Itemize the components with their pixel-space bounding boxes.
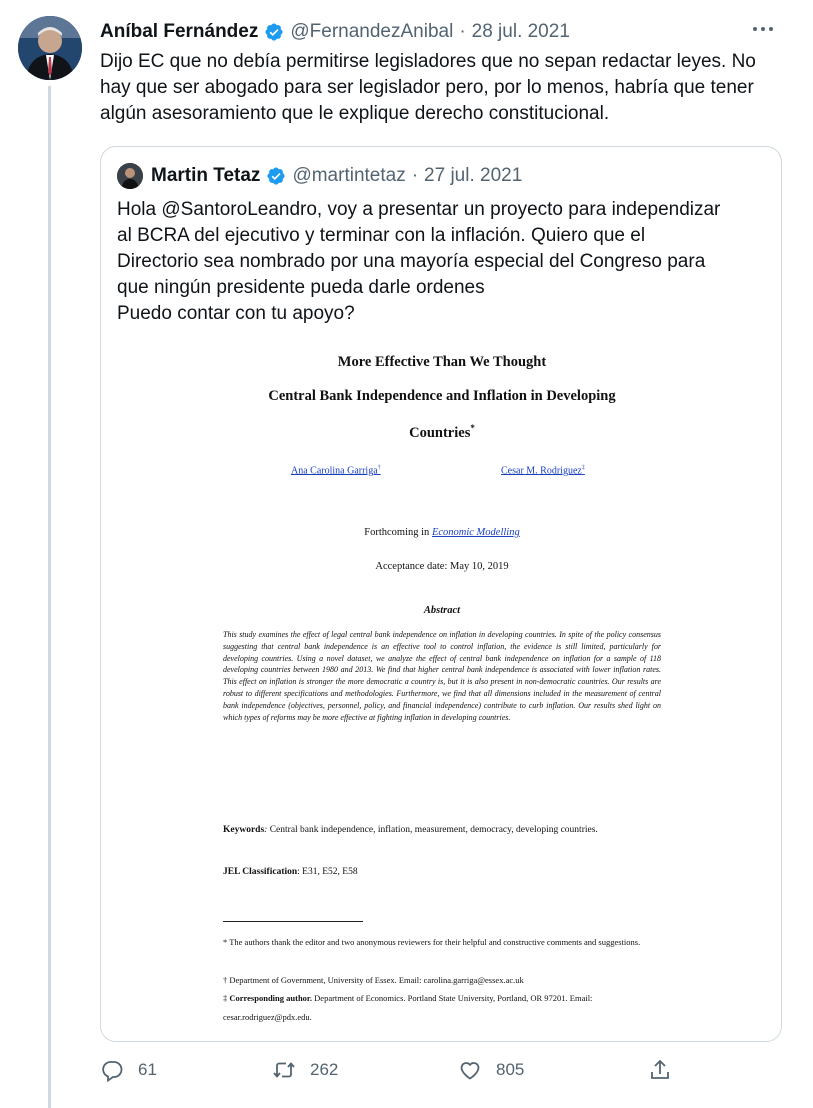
reply-icon — [100, 1058, 124, 1082]
quoted-text-line: al BCRA del ejecutivo y terminar con la inflación. Quiero que el — [117, 225, 646, 246]
footnote-label: Corresponding author. — [229, 993, 313, 1003]
journal-link: Economic Modelling — [431, 527, 520, 538]
jel-text: : E31, E52, E58 — [297, 867, 358, 877]
retweet-count: 262 — [310, 1060, 339, 1079]
thread-line — [48, 86, 51, 1108]
avatar[interactable] — [18, 16, 82, 80]
paper-forthcoming — [101, 527, 782, 538]
tweet-header — [100, 18, 773, 46]
quoted-text-line: Puedo contar con tu apoyo? — [117, 303, 355, 324]
paper-title-text: Countries — [409, 424, 471, 441]
verified-badge-icon — [266, 166, 286, 186]
quoted-author-name[interactable]: Martin Tetaz — [151, 165, 261, 186]
share-button[interactable] — [648, 1055, 686, 1085]
quoted-author-handle: @martintetaz — [292, 165, 406, 186]
author-name[interactable]: Aníbal Fernández — [100, 21, 259, 42]
quoted-tweet-text — [117, 197, 767, 327]
footnote-rule — [223, 921, 363, 922]
keywords-text: Central bank independence, inflation, measurement, democracy, developing countries. — [267, 825, 598, 835]
quoted-header — [117, 163, 522, 189]
author-mark: † — [377, 465, 381, 471]
tweet-text: Dijo EC que no debía permitirse legisladores que no sepan redactar leyes. No hay que ser abogado para ser legislador pero, por lo menos, habría que tener algún asesoramiento que le explique derecho constitucional. — [100, 51, 756, 124]
keywords-label: Keywords — [223, 825, 265, 835]
paper-author — [501, 465, 585, 476]
more-icon[interactable] — [751, 22, 775, 34]
keywords-colon: : — [264, 825, 268, 835]
footnote-mark: ‡ — [223, 993, 230, 1003]
abstract-text: This study examines the effect of legal central bank independence on inflation in developing countries. In spite of the policy consensus suggesting that central bank independence is an effective tool to control inflation, the evidence is still limited, particularly for developing countries. Using a novel dataset, we analyze the effect of central bank independence on inflation for a sample of 118 developing countries between 1980 and 2013. We find that higher central bank independence is associated with lower inflation rates. This effect on inflation is stronger the more democratic a country is, but it is also present in non-democratic countries. Our results are robust to different specifications and methodologies. Furthermore, we find that all dimensions included in the measurement of central bank independence (objectives, personnel, policy, and financial independence) contribute to curb inflation. Our results shed light on which types of reforms may be more effective at fighting inflation in developing countries. — [223, 630, 661, 722]
share-icon — [648, 1058, 672, 1082]
footnote-text: Department of Economics. Portland State University, Portland, OR 97201. Email: cesar.rodriguez@pdx.edu. — [223, 993, 593, 1022]
reply-count: 61 — [138, 1060, 157, 1079]
verified-badge-icon — [264, 22, 284, 42]
quoted-text-line: que ningún presidente pueda darle ordenes — [117, 277, 485, 298]
title-footnote-mark: * — [470, 423, 475, 433]
heart-icon — [458, 1058, 482, 1082]
tweet-date[interactable]: 28 jul. 2021 — [471, 21, 570, 42]
forthcoming-prefix: Forthcoming in — [364, 527, 432, 538]
paper-title-line: Central Bank Independence and Inflation in Developing — [268, 388, 616, 404]
attached-paper-image[interactable] — [101, 343, 782, 1042]
paper-author-name: Ana Carolina Garriga — [291, 465, 378, 477]
quoted-avatar — [117, 163, 143, 189]
paper-jel — [223, 863, 661, 882]
abstract-heading: Abstract — [423, 605, 461, 616]
quoted-tweet-date: 27 jul. 2021 — [424, 165, 523, 186]
separator: · — [411, 165, 419, 186]
like-count: 805 — [496, 1060, 525, 1079]
like-button[interactable] — [458, 1055, 524, 1085]
reply-button[interactable] — [100, 1055, 157, 1085]
paper-title-line: More Effective Than We Thought — [337, 354, 547, 370]
footnote: * The authors thank the editor and two anonymous reviewers for their helpful and constructive comments and suggestions. — [223, 937, 641, 947]
retweet-button[interactable] — [272, 1055, 338, 1085]
quoted-text-line: Directorio sea nombrado por una mayoría especial del Congreso para — [117, 251, 706, 272]
footnote: † Department of Government, University of Essex. Email: carolina.garriga@essex.ac.uk — [223, 975, 524, 985]
separator: · — [459, 21, 466, 42]
author-mark: ‡ — [581, 465, 585, 471]
action-bar — [100, 1055, 682, 1085]
paper-author — [291, 465, 381, 476]
paper-title-line — [101, 423, 782, 442]
jel-label: JEL Classification — [223, 867, 298, 877]
paper-author-name: Cesar M. Rodriguez — [501, 465, 582, 477]
paper-acceptance: Acceptance date: May 10, 2019 — [375, 561, 509, 572]
paper-keywords — [223, 821, 661, 840]
quoted-text-line: Hola @SantoroLeandro, voy a presentar un proyecto para independizar — [117, 199, 721, 220]
retweet-icon — [272, 1058, 296, 1082]
footnote — [223, 989, 663, 1027]
author-handle[interactable]: @FernandezAnibal — [290, 21, 454, 42]
quoted-tweet[interactable] — [100, 146, 782, 1042]
